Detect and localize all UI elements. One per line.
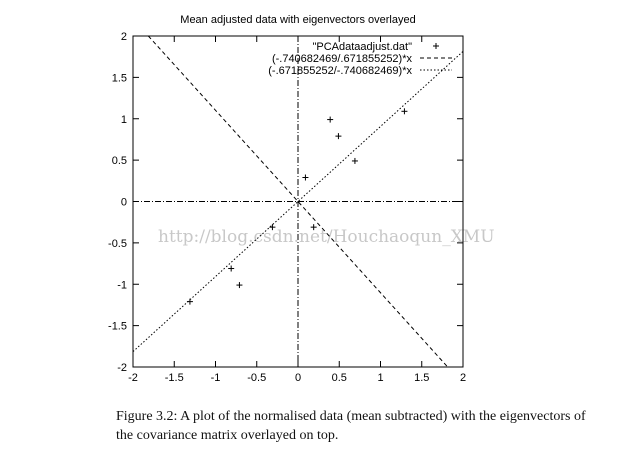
data-point — [236, 282, 242, 288]
legend-sample-data — [433, 43, 439, 49]
y-tick-label: 1.5 — [111, 72, 127, 85]
figure-caption — [116, 407, 636, 445]
x-tick-label: -0.5 — [247, 372, 267, 384]
legend — [268, 41, 452, 77]
legend-label-eigenvector-2: (-.671855252/-.740682469)*x — [268, 65, 412, 77]
data-point — [302, 175, 308, 181]
watermark-text: http://blog.csdn.net/Houchaoqun_XMU — [158, 227, 495, 247]
data-point — [401, 108, 407, 114]
y-tick-label: 1 — [120, 113, 127, 126]
data-point — [327, 117, 333, 123]
caption-line-2: the covariance matrix overlayed on top. — [116, 428, 339, 443]
axes — [108, 31, 466, 384]
chart-title: Mean adjusted data with eigenvectors overlayed — [180, 14, 416, 26]
data-point — [187, 299, 193, 305]
x-tick-label: 1.5 — [414, 372, 430, 384]
y-tick-label: 0.5 — [111, 155, 127, 168]
legend-label-eigenvector-1: (-.740682469/.671855252)*x — [271, 53, 412, 65]
x-tick-label: -2 — [128, 372, 138, 384]
x-tick-label: 0 — [294, 372, 302, 384]
x-tick-label: 2 — [459, 372, 467, 384]
y-tick-label: -1.5 — [108, 320, 127, 333]
caption-line-1: Figure 3.2: A plot of the normalised data (mean subtracted) with the eigenvectors of — [116, 409, 586, 424]
y-tick-label: -1 — [117, 279, 127, 292]
data-point — [228, 266, 234, 272]
y-tick-label: -0.5 — [108, 237, 127, 250]
x-tick-label: -1.5 — [164, 372, 184, 384]
data-point — [335, 133, 341, 139]
data-points — [187, 108, 407, 304]
x-tick-label: -1 — [210, 372, 221, 384]
x-tick-label: 0.5 — [331, 372, 347, 384]
y-tick-label: 0 — [120, 196, 127, 209]
legend-label-data: "PCAdataadjust.dat" — [312, 41, 412, 53]
y-tick-label: -2 — [117, 362, 127, 374]
data-point — [352, 158, 358, 164]
y-tick-label: 2 — [120, 31, 127, 43]
x-tick-label: 1 — [377, 372, 384, 384]
